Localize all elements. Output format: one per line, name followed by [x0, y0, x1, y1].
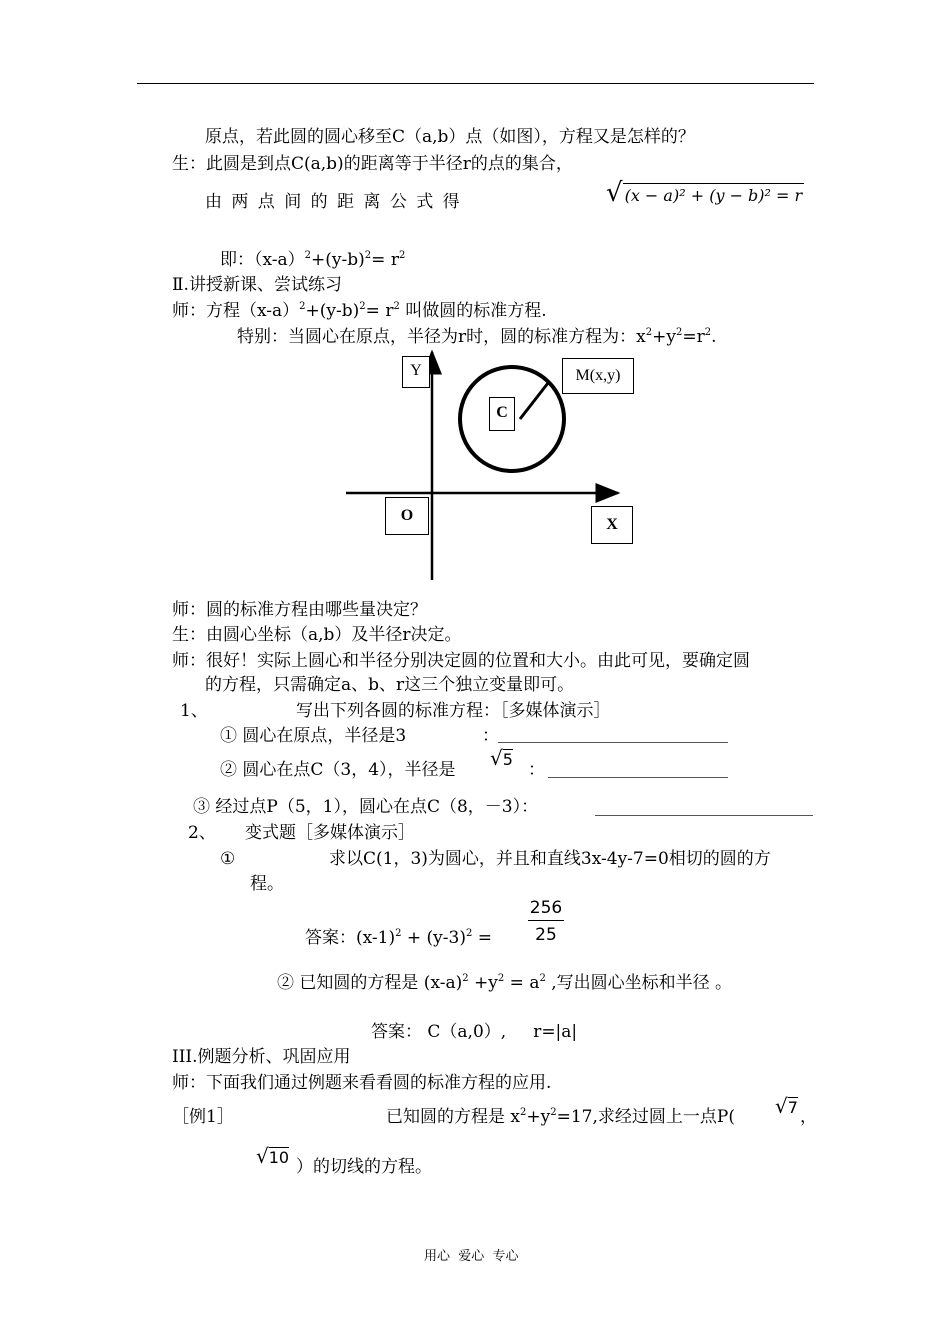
sqrt-icon: √ — [490, 746, 503, 770]
exercise1-number: 1、 — [180, 701, 208, 721]
exercise1-item1: ① 圆心在原点，半径是3 — [220, 726, 407, 746]
standard-equation-line: 师：方程$(x-a)^2+(y-b)^2= r^2$ 叫做圆的标准方程. — [172, 301, 547, 321]
exercise2-item1-number: ① — [220, 849, 236, 869]
sqrt10: √10 — [256, 1144, 290, 1168]
answer-1: 生：由圆心坐标（a,b）及半径r决定。 — [172, 625, 462, 645]
special-case-line: 特别：当圆心在原点，半径为r时，圆的标准方程为：$x^2+y^2=r^2$. — [237, 327, 717, 347]
exercise2-item1-cont: 程。 — [250, 874, 284, 894]
intro-line1: 原点，若此圆的圆心移至C（a,b）点（如图），方程又是怎样的？ — [205, 127, 695, 147]
exercise1-item2-colon: ： — [528, 760, 545, 780]
sqrt7: √7 — [775, 1094, 798, 1118]
exercise2-title: 变式题［多媒体演示］ — [245, 823, 415, 843]
section3-heading: III.例题分析、巩固应用 — [172, 1047, 351, 1067]
teacher-line-1: 师：很好！实际上圆心和半径分别决定圆的位置和大小。由此可见，要确定圆 — [172, 651, 750, 671]
answer-blank-3[interactable] — [595, 815, 813, 816]
exercise1-title: 写出下列各圆的标准方程：［多媒体演示］ — [296, 701, 611, 721]
section2-heading: Ⅱ.讲授新课、尝试练习 — [172, 275, 342, 295]
example-label: ［例1］ — [172, 1107, 234, 1127]
label-c-box: C — [489, 397, 515, 431]
fraction-denominator: 25 — [535, 925, 557, 945]
exercise2-item2: ② 已知圆的方程是 $(x-a)^2 +y^2 = a^2$ ,写出圆心坐标和半径 。 — [277, 973, 733, 993]
answer-2: 答案： C（a,0）, r=|a| — [371, 1022, 578, 1042]
example-end: ）的切线的方程。 — [296, 1157, 432, 1177]
distance-radicand: (x − a)² + (y − b)² = r — [623, 183, 805, 205]
intro-line2: 生：此圆是到点C(a,b)的距离等于半径r的点的集合， — [172, 154, 573, 174]
sqrt5: √5 — [490, 746, 513, 770]
label-x-box: X — [591, 506, 633, 544]
sqrt-icon: √ — [256, 1144, 269, 1168]
label-o-box: O — [385, 497, 429, 535]
example-text: 已知圆的方程是 $x^2+y^2=17$,求经过圆上一点P( — [386, 1107, 735, 1127]
label-m-box: M(x,y) — [562, 358, 634, 394]
answer-blank-1[interactable] — [498, 742, 728, 743]
answer-blank-2[interactable] — [548, 777, 728, 778]
page-footer: 用心 爱心 专心 — [424, 1249, 519, 1264]
fraction-numerator: 256 — [528, 898, 564, 921]
exercise1-item3: ③ 经过点P（5，1），圆心在点C（8，－3）： — [193, 797, 539, 817]
intro-equation: 即：$(x-a)^2+(y-b)^2= r^2$ — [220, 250, 406, 270]
sqrt-icon: √ — [775, 1094, 788, 1118]
question-1: 师：圆的标准方程由哪些量决定？ — [172, 600, 427, 620]
exercise1-item2: ② 圆心在点C（3，4），半径是 — [220, 760, 456, 780]
sqrt-icon: √ — [606, 178, 623, 208]
teacher-line-2: 的方程，只需确定a、b、r这三个独立变量即可。 — [205, 675, 575, 695]
section3-teacher: 师：下面我们通过例题来看看圆的标准方程的应用. — [172, 1073, 552, 1093]
label-y-box: Y — [402, 356, 430, 388]
answer-1-equation: 答案：$(x-1)^2 + (y-3)^2$ = — [305, 928, 493, 948]
example-comma: ， — [800, 1107, 817, 1127]
exercise2-item1: 求以C(1，3)为圆心，并且和直线3x-4y-7=0相切的圆的方 — [329, 849, 771, 869]
exercise2-number: 2、 — [188, 823, 216, 843]
radius-line — [520, 383, 548, 419]
exercise1-item1-colon: ： — [482, 726, 499, 746]
intro-line3: 由 两 点 间 的 距 离 公 式 得 — [205, 192, 462, 212]
